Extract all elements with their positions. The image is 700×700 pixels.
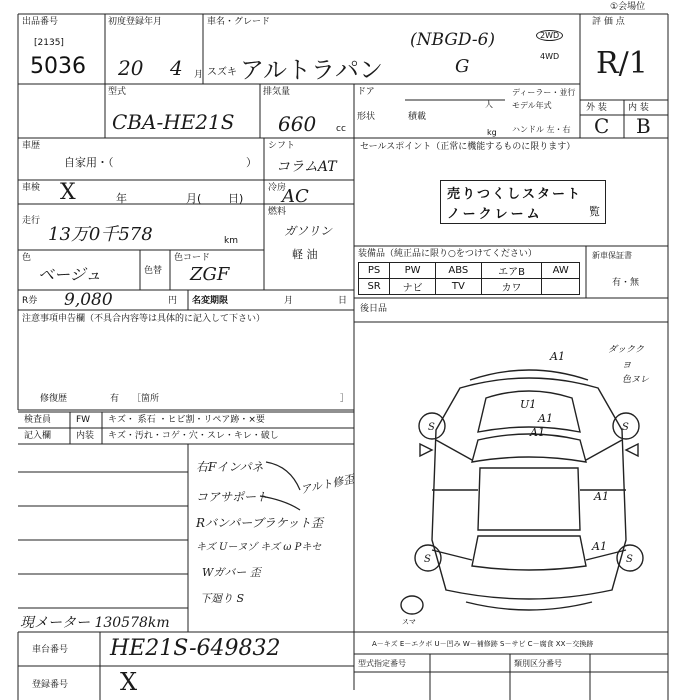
mileage-label: 走行: [22, 216, 41, 226]
mark-wheel-fr: S: [622, 422, 629, 433]
load-label: 積載: [408, 112, 427, 122]
note-line-3: Rバンパーブラケット歪: [196, 516, 323, 530]
equip-tv: TV: [436, 279, 482, 295]
sales-stamp: 覧: [589, 205, 600, 218]
mark-wheel-fl: S: [428, 422, 435, 433]
model-name: アルトラパン: [240, 56, 384, 84]
model-year-label: モデル年式: [512, 101, 552, 110]
mark-bottom: スマ: [402, 618, 416, 626]
repair-unit: ［箇所: [132, 394, 160, 404]
new-warranty-label: 新車保証書: [592, 251, 632, 260]
color-code-value: ZGF: [190, 264, 230, 285]
equip-pw: PW: [390, 263, 436, 279]
mark-wheel-rr: S: [626, 554, 633, 565]
shift-label: シフト: [268, 141, 296, 151]
inspector-title-1: 検査員: [24, 415, 52, 425]
door-label: ドア: [357, 87, 375, 97]
chassis-value: HE21S-649832: [110, 636, 281, 661]
drive-2wd: 2WD: [536, 30, 563, 41]
km-unit: km: [224, 236, 238, 246]
displacement-value: 660: [278, 112, 317, 136]
first-reg-month-unit: 月: [194, 70, 204, 80]
color-value: ベージュ: [38, 265, 102, 284]
mark-mid-a: A1: [530, 426, 545, 439]
car-damage-diagram: [390, 340, 668, 630]
exterior-grade: C: [594, 114, 610, 138]
mark-hood-u: U1: [520, 398, 537, 411]
person-unit: 人: [485, 100, 493, 109]
ac-value: AC: [282, 186, 309, 207]
use-close: ）: [246, 156, 257, 169]
kg-unit: kg: [487, 128, 497, 137]
maker-name: スズキ: [207, 67, 237, 78]
interior-label: 内 装: [628, 103, 649, 113]
equip-navi: ナビ: [390, 279, 436, 295]
equip-abs: ABS: [436, 263, 482, 279]
equip-ps: PS: [359, 263, 390, 279]
equip-leather: カワ: [481, 279, 542, 295]
name-label: 車名・グレード: [207, 17, 271, 27]
use-label: 車歴: [22, 141, 41, 151]
model-value: CBA-HE21S: [112, 110, 235, 134]
mark-rear-a: A1: [592, 540, 607, 553]
yen-unit: 円: [168, 296, 178, 306]
shift-value: コラムAT: [276, 159, 337, 175]
ac-label: 冷房: [268, 183, 287, 193]
car-windshield: [472, 434, 586, 462]
inspect-value: X: [60, 180, 76, 205]
repair-label: 修復歴: [40, 394, 68, 404]
car-roof: [478, 468, 580, 530]
equipment-title: 装備品（純正品に限り○をつけてください）: [358, 249, 537, 259]
grade-code: (NBGD-6): [410, 30, 496, 50]
displacement-unit: cc: [336, 124, 346, 134]
spare-wheel: [401, 596, 423, 614]
mark-wheel-rl: S: [424, 554, 431, 565]
repair-value: 有: [110, 394, 120, 404]
equip-aw: AW: [542, 263, 580, 279]
name-change-label: 名変期限: [192, 296, 229, 306]
drive-4wd: 4WD: [540, 52, 560, 61]
note-line-1: 右Fインパネ: [196, 460, 264, 474]
lot-code: [2135]: [34, 38, 64, 48]
sales-line-2: ノークレーム: [447, 207, 543, 222]
year-unit: 年: [116, 192, 127, 205]
mark-hood-a: A1: [538, 412, 553, 425]
grade: G: [455, 56, 470, 77]
note-line-5: Wガバー 歪: [202, 566, 261, 579]
chassis-label: 車台番号: [32, 645, 69, 655]
new-warranty-value: 有・無: [612, 278, 640, 288]
equip-sr: SR: [359, 279, 390, 295]
mark-top-note-3: 色ヌレ: [622, 375, 650, 385]
interior-row-label: 内装: [76, 431, 95, 441]
displacement-label: 排気量: [263, 87, 291, 97]
name-change-day: 日: [338, 296, 348, 306]
color-label: 色: [22, 253, 32, 263]
interior-grade: B: [636, 114, 651, 138]
notes-title: 注意事項申告欄（不具合内容等は具体的に記入して下さい）: [22, 314, 266, 324]
equip-airbag: エアB: [481, 263, 542, 279]
note-line-2: コアサポート: [196, 490, 269, 504]
first-reg-month: 4: [170, 56, 183, 80]
fuel-alt: 軽 油: [292, 248, 318, 261]
note-line-6: 下廻り S: [200, 592, 245, 605]
dealer-label: ディーラー・並行: [512, 88, 576, 97]
lot-label: 出品番号: [22, 17, 59, 27]
first-reg-label: 初度登録年月: [108, 17, 163, 27]
score-value: R/1: [596, 46, 648, 81]
handle-label: ハンドル 左・右: [512, 125, 571, 134]
lot-number: 5036: [30, 54, 86, 79]
day-unit: 日): [228, 192, 244, 205]
color-change-label: 色替: [144, 266, 163, 276]
inspector-title-2: 記入欄: [24, 431, 52, 441]
repair-close: ］: [340, 394, 350, 404]
fuel-label: 燃料: [268, 207, 287, 217]
car-rear-window: [472, 536, 586, 570]
after-fit-label: 後日品: [360, 304, 388, 314]
first-reg-year: 20: [118, 56, 144, 80]
registration-label: 登録番号: [32, 680, 69, 690]
note-side: アルト修歪: [299, 472, 356, 497]
month-unit: 月(: [186, 192, 202, 205]
venue-label: ①会場位: [610, 2, 646, 12]
mark-top-note-1: ダックク: [608, 345, 645, 355]
recycle-value: 9,080: [64, 290, 113, 310]
score-label: 評 価 点: [592, 17, 625, 27]
mark-top-note-2: ヨ: [622, 361, 632, 371]
cert-2: 類別区分番号: [514, 659, 562, 668]
use-value: 自家用・（: [64, 156, 114, 169]
registration-value: X: [120, 668, 138, 696]
recycle-label: R券: [22, 296, 38, 306]
color-code-title: 色コード: [174, 253, 211, 263]
meter-value: 現メーター 130578km: [20, 615, 170, 631]
car-body-outline: [432, 378, 626, 599]
sales-line-1: 売りつくしスタート: [447, 187, 583, 202]
sales-point-title: セールスポイント（正常に機能するものに限ります）: [360, 142, 576, 152]
fuel-value: ガソリン: [284, 224, 333, 238]
mark-side-a: A1: [594, 490, 609, 503]
cert-1: 型式指定番号: [358, 659, 406, 668]
inspect-label: 車検: [22, 183, 41, 193]
name-change-month: 月: [284, 296, 294, 306]
exterior-label: 外 装: [586, 103, 607, 113]
fw-label: FW: [76, 415, 91, 425]
interior-items: キズ・汚れ・コゲ・穴・スレ・キレ・破し: [108, 431, 279, 441]
damage-legend: A－キズ E－エクボ U－凹み W－補修跡 S－サビ C－腐食 XX－交換跡: [372, 640, 594, 648]
mileage-value: 13万0千578: [48, 224, 153, 245]
model-label: 型式: [108, 87, 127, 97]
mark-top: A1: [550, 350, 565, 363]
shape-label: 形状: [357, 112, 376, 122]
note-line-4: キズ Uーヌゾ キズ ω Pキセ: [196, 542, 322, 553]
fw-items: キズ・ 系石 ・ヒビ割・リペア跡・×要: [108, 415, 265, 425]
